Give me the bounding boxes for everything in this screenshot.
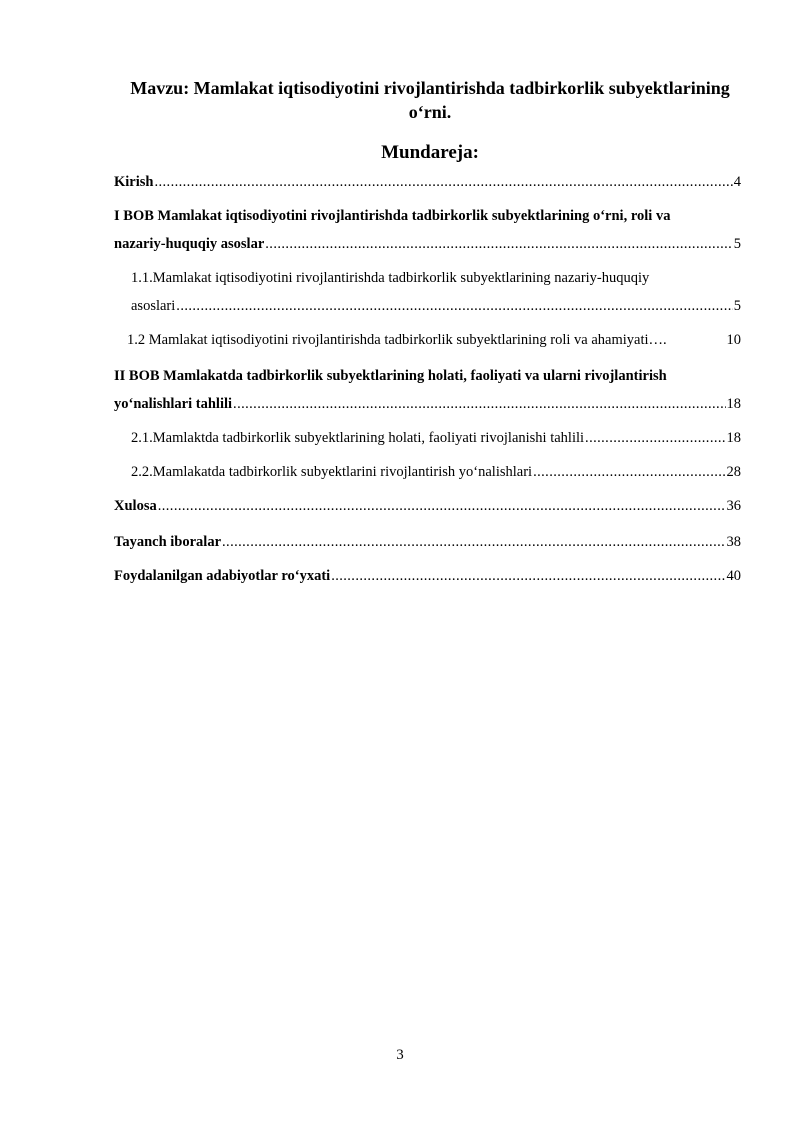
toc-entry-intro[interactable] [114,172,741,192]
toc-leader [154,172,732,192]
toc-entry-section-2-1[interactable] [131,428,741,448]
toc-entry-label: asoslari [131,298,176,314]
toc-entry-chapter-1-line-1[interactable]: I BOB Mamlakat iqtisodiyotini rivojlantirishda tadbirkorlik subyektlarining o‘rni, roli va [114,208,671,224]
toc-entry-chapter-2[interactable] [114,394,741,414]
toc-leader-short: …. [648,332,667,348]
toc-entry-conclusion[interactable] [114,496,741,516]
toc-entry-chapter-2-line-1[interactable]: II BOB Mamlakatda tadbirkorlik subyektlarining holati, faoliyati va ularni rivojlantirish [114,368,667,384]
title-line-1: Mavzu: Mamlakat iqtisodiyotini rivojlantirishda tadbirkorlik subyektlarining [130,78,730,98]
toc-entry-section-1-1[interactable] [131,296,741,316]
toc-page-number: 18 [726,430,741,446]
toc-entry-keywords[interactable] [114,532,741,552]
toc-entry-section-1-1-line-1[interactable]: 1.1.Mamlakat iqtisodiyotini rivojlantirishda tadbirkorlik subyektlarining nazariy-huquqiy [131,270,650,286]
toc-leader [533,462,725,482]
toc-entry-chapter-1[interactable] [114,234,741,254]
document-title [100,76,760,124]
toc-page-number: 38 [726,534,741,550]
toc-heading: Mundareja: [381,142,479,163]
toc-entry-label: nazariy-huquqiy asoslar [114,236,265,252]
toc-entry-label: 1.2 Mamlakat iqtisodiyotini rivojlantirishda tadbirkorlik subyektlarining roli va ahamiyati [127,332,649,348]
toc-page-number: 36 [726,498,741,514]
toc-entry-label: Foydalanilgan adabiyotlar ro‘yxati [114,568,331,584]
toc-page-number: 5 [733,298,741,314]
toc-page-number: 5 [733,236,741,252]
toc-entry-label: Kirish [114,174,154,190]
page-number: 3 [396,1047,404,1063]
toc-page-number: 28 [726,464,741,480]
toc-page-number: 40 [726,568,741,584]
toc-leader [176,296,732,316]
toc-entry-label: 2.2.Mamlakatda tadbirkorlik subyektlarini rivojlantirish yo‘nalishlari [131,464,533,480]
toc-entry-label: 2.1.Mamlaktda tadbirkorlik subyektlarining holati, faoliyati rivojlanishi tahlili [131,430,585,446]
toc-leader [331,566,725,586]
toc-entry-label: Tayanch iboralar [114,534,222,550]
toc-leader [265,234,732,254]
toc-page-number: 18 [726,396,741,412]
toc-leader [233,394,725,414]
toc-entry-label: Xulosa [114,498,157,514]
toc-entry-section-2-2[interactable] [131,462,741,482]
title-line-2: o‘rni. [408,102,452,122]
toc-leader [222,532,725,552]
toc-page-number: 4 [733,174,741,190]
toc-entry-section-1-2[interactable] [127,330,741,350]
toc-entry-label: yo‘nalishlari tahlili [114,396,233,412]
toc-leader [158,496,726,516]
toc-leader [585,428,725,448]
toc-entry-references[interactable] [114,566,741,586]
toc-page-number: 10 [726,332,741,348]
